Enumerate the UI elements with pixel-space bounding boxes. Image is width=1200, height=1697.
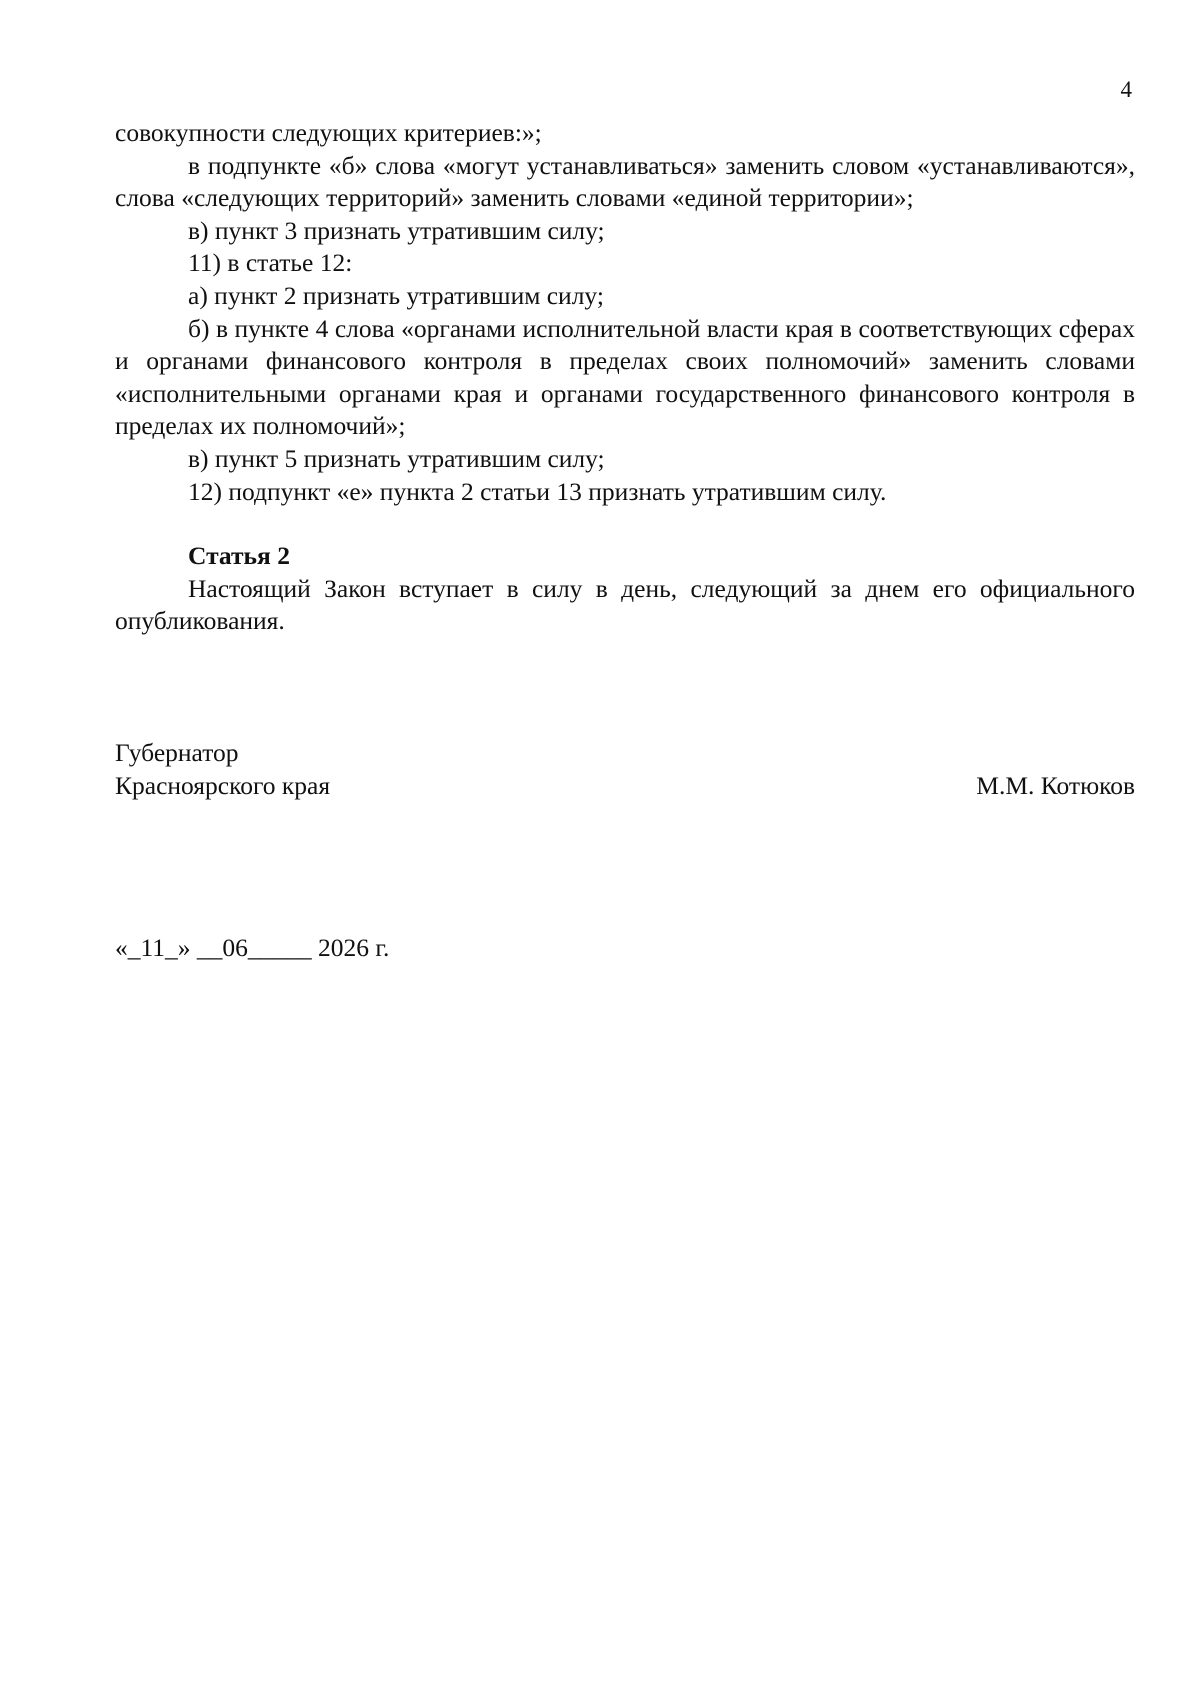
paragraph-subpoint-b: в подпункте «б» слова «могут устанавливаться» заменить словом «устанавливаются», слова «следующих территорий» заменить словами «единой территории»; — [115, 150, 1135, 213]
document-body — [115, 117, 1135, 638]
paragraph-item-12: 12) подпункт «е» пункта 2 статьи 13 признать утратившим силу. — [188, 476, 887, 506]
page-number: 4 — [1120, 77, 1132, 102]
paragraph-continuation: совокупности следующих критериев:»; — [115, 118, 542, 147]
paragraph-item-11: 11) в статье 12: — [188, 248, 353, 278]
signature-block — [115, 737, 1135, 802]
section-spacer — [115, 508, 1135, 540]
article-heading: Статья 2 — [188, 541, 290, 571]
signatory-title-line1: Губернатор — [115, 738, 239, 767]
signatory-name: М.М. Котюков — [976, 770, 1135, 800]
article-text: Настоящий Закон вступает в силу в день, следующий за днем его официального опубликования. — [115, 573, 1135, 636]
paragraph-item-11-v: в) пункт 5 признать утратившим силу; — [188, 443, 605, 473]
paragraph-item-11-b: б) в пункте 4 слова «органами исполнительной власти края в соответствующих сферах и органами финансового контроля в пределах своих полномочий» заменить словами «исполнительными органами края и органами государственного финансового контроля в пределах их полномочий»; — [115, 313, 1135, 441]
signatory-row — [115, 770, 1135, 803]
paragraph-item-11-a: а) пункт 2 признать утратившим силу; — [188, 280, 604, 310]
signatory-title-line2: Красноярского края — [115, 770, 331, 800]
paragraph-point-3: в) пункт 3 признать утратившим силу; — [188, 215, 605, 245]
signing-date: «_11_» __06_____ 2026 г. — [115, 933, 390, 962]
